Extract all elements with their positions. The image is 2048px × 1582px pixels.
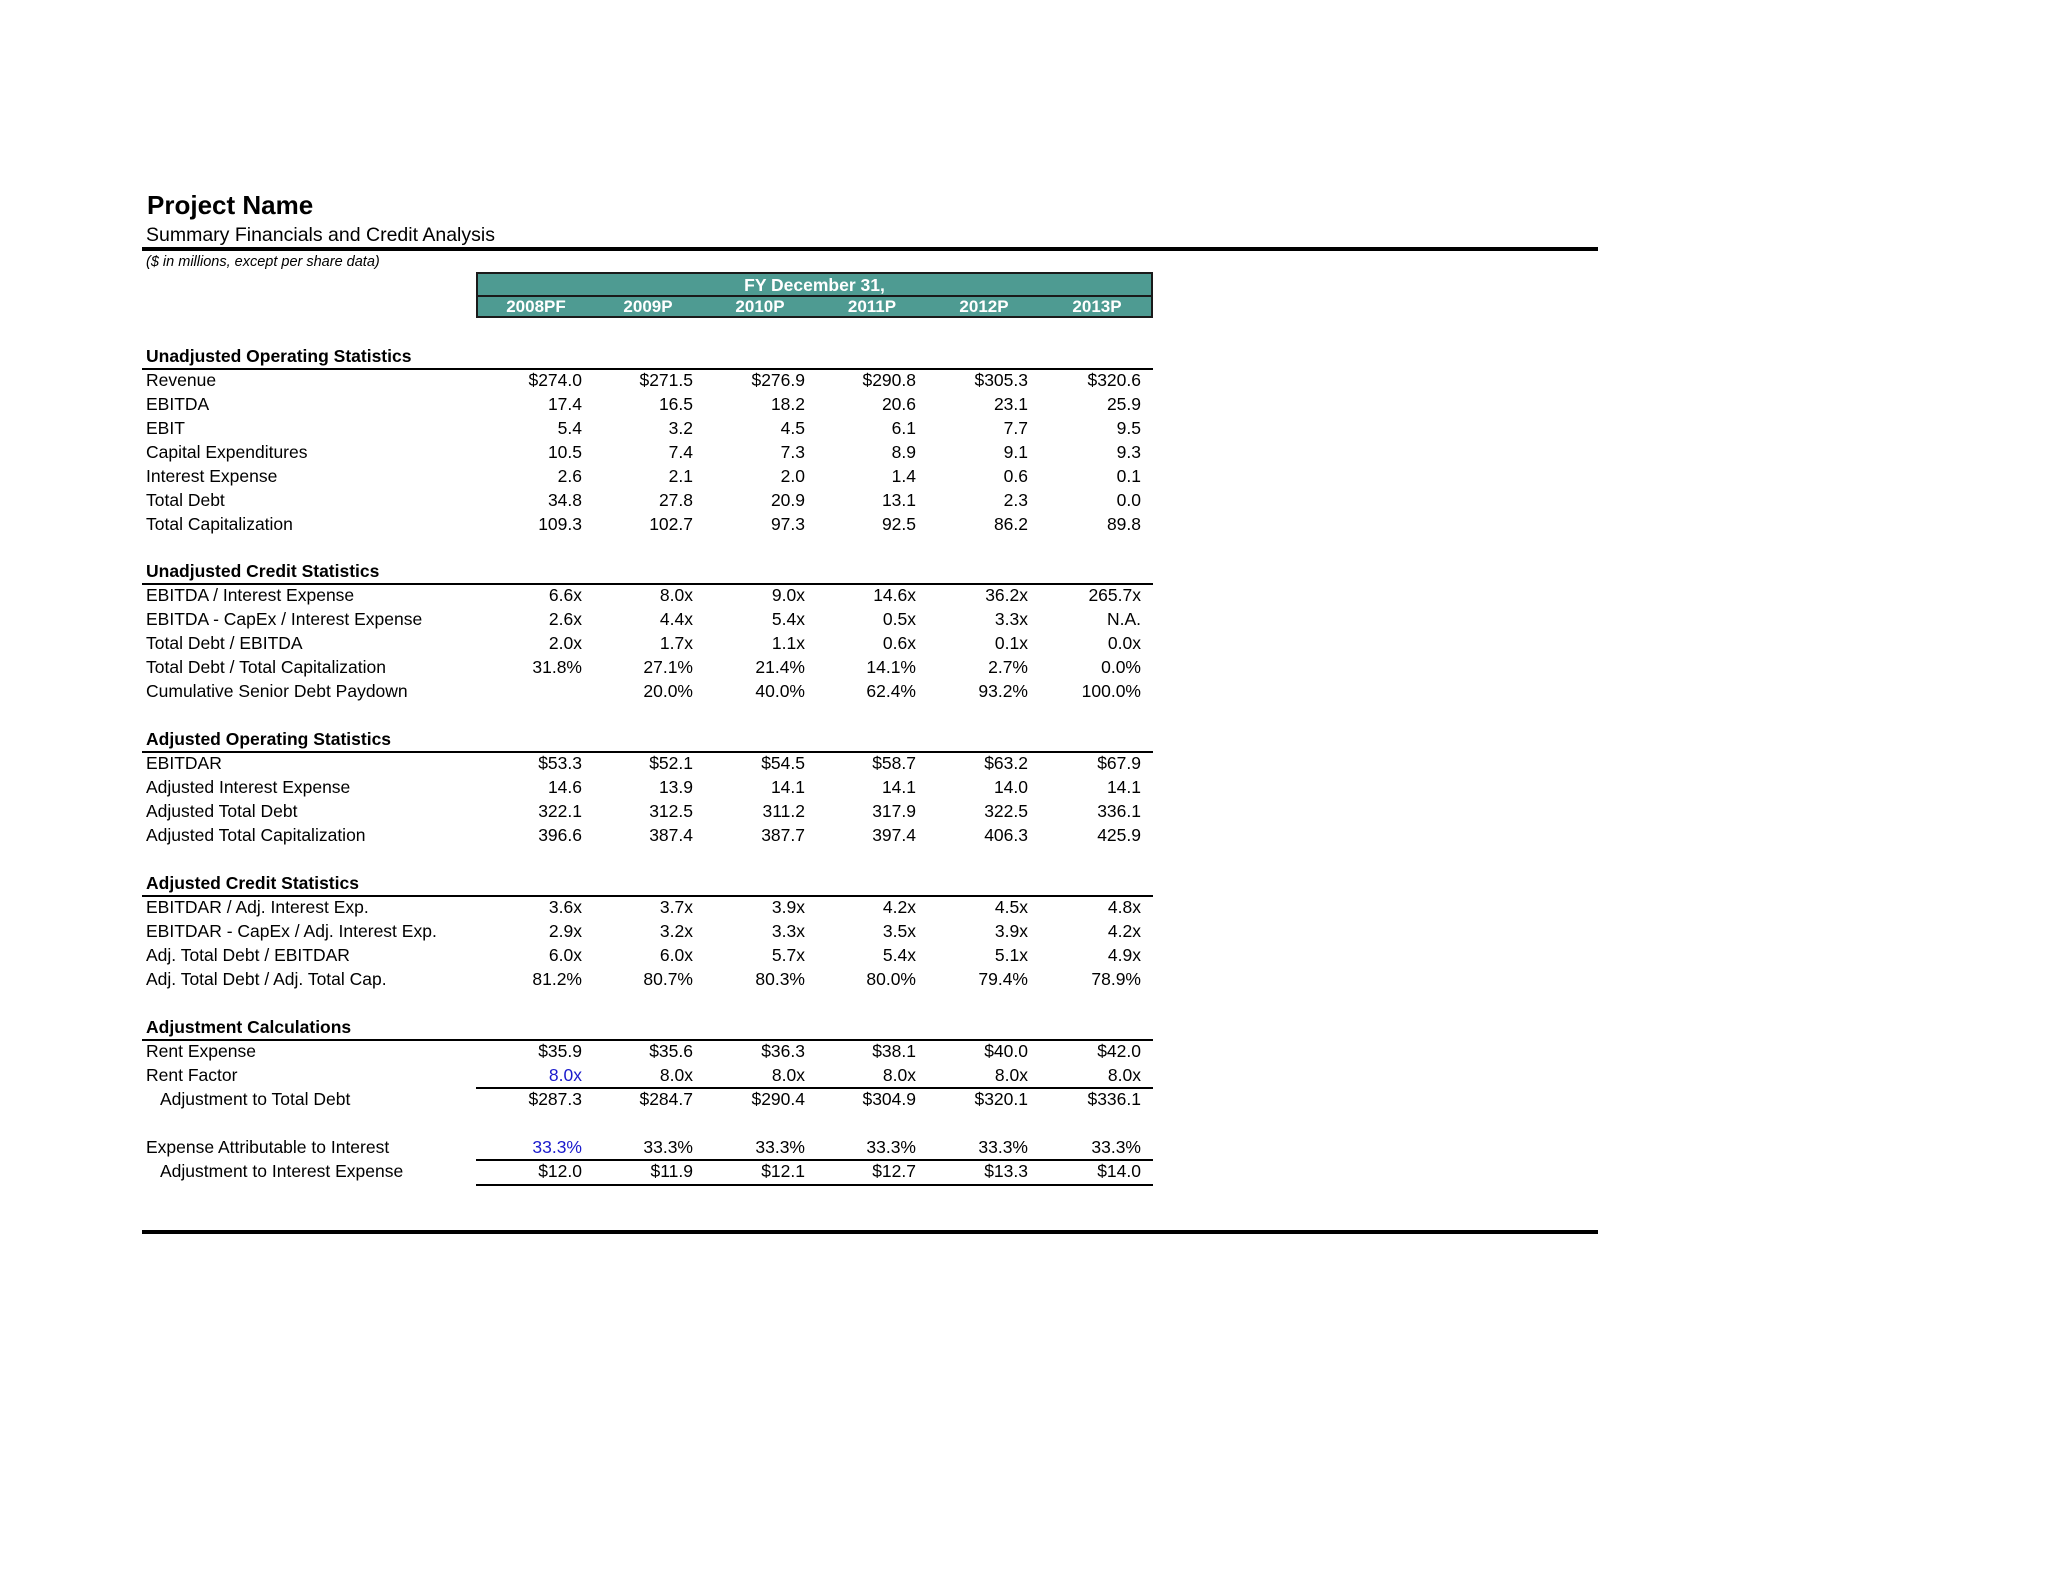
row-label-rent-expense: Rent Expense: [146, 1041, 256, 1061]
value-cell: 89.8: [1106, 514, 1141, 534]
value-cell: $52.1: [649, 753, 693, 773]
value-cell: 40.0%: [755, 681, 805, 701]
value-cell: 3.2: [668, 418, 693, 438]
year-header-2009: 2009P: [623, 297, 673, 316]
top-rule: [142, 247, 1598, 251]
row-label-ebitda-interest-expense: EBITDA / Interest Expense: [146, 585, 355, 605]
value-cell: 33.3%: [532, 1137, 582, 1157]
value-cell: $42.0: [1097, 1041, 1141, 1061]
value-cell: 5.7x: [771, 945, 805, 965]
value-cell: 2.6: [557, 466, 582, 486]
value-cell: 33.3%: [1091, 1137, 1141, 1157]
row-label-total-capitalization: Total Capitalization: [146, 514, 293, 534]
value-cell: 1.1x: [771, 633, 805, 653]
value-cell: 86.2: [993, 514, 1028, 534]
value-cell: $67.9: [1097, 753, 1141, 773]
value-cell: 4.2x: [1107, 921, 1141, 941]
row-label-adj-total-debt-adj-total-cap: Adj. Total Debt / Adj. Total Cap.: [146, 969, 387, 989]
value-cell: 1.4: [891, 466, 916, 486]
year-header-2013: 2013P: [1072, 297, 1122, 316]
value-cell: 1.7x: [659, 633, 693, 653]
row-label-ebitdar: EBITDAR: [146, 753, 222, 773]
page-subtitle: Summary Financials and Credit Analysis: [146, 224, 495, 246]
value-cell: 9.0x: [771, 585, 805, 605]
row-label-total-debt-ebitda: Total Debt / EBITDA: [146, 633, 303, 653]
value-cell: 0.1: [1116, 466, 1141, 486]
value-cell: 33.3%: [755, 1137, 805, 1157]
value-cell: $11.9: [650, 1161, 693, 1181]
value-cell: 92.5: [881, 514, 916, 534]
value-cell: $40.0: [984, 1041, 1028, 1061]
value-cell: 21.4%: [755, 657, 805, 677]
value-cell: 20.9: [770, 490, 805, 510]
value-cell: 20.6: [881, 394, 916, 414]
value-cell: $36.3: [761, 1041, 805, 1061]
value-cell: 397.4: [872, 825, 916, 845]
value-cell: 2.3: [1003, 490, 1028, 510]
value-cell: $63.2: [984, 753, 1028, 773]
bottom-rule: [142, 1230, 1598, 1234]
value-cell: $13.3: [984, 1161, 1028, 1181]
page-title: Project Name: [147, 190, 314, 220]
value-cell: 7.3: [780, 442, 805, 462]
row-label-ebit: EBIT: [146, 418, 185, 438]
value-cell: 311.2: [762, 801, 805, 821]
value-cell: 100.0%: [1081, 681, 1141, 701]
value-cell: $305.3: [974, 370, 1028, 390]
value-cell: 2.0x: [548, 633, 582, 653]
value-cell: 27.1%: [643, 657, 693, 677]
value-cell: $58.7: [872, 753, 916, 773]
value-cell: 5.4x: [771, 609, 805, 629]
row-label-ebitdar-adj-interest-exp: EBITDAR / Adj. Interest Exp.: [146, 897, 369, 917]
value-cell: 0.6: [1003, 466, 1028, 486]
value-cell: 27.8: [658, 490, 693, 510]
value-cell: $287.3: [528, 1089, 582, 1109]
value-cell: $320.6: [1087, 370, 1141, 390]
value-cell: 3.2x: [659, 921, 693, 941]
value-cell: $290.4: [751, 1089, 805, 1109]
value-cell: 17.4: [547, 394, 582, 414]
value-cell: 16.5: [658, 394, 693, 414]
value-cell: $276.9: [751, 370, 805, 390]
value-cell: 97.3: [770, 514, 805, 534]
value-cell: 3.9x: [994, 921, 1028, 941]
value-cell: 62.4%: [866, 681, 916, 701]
value-cell: 8.0x: [659, 1065, 693, 1085]
row-label-expense-attributable-to-interest: Expense Attributable to Interest: [146, 1137, 390, 1157]
row-label-rent-factor: Rent Factor: [146, 1065, 238, 1085]
value-cell: 312.5: [649, 801, 693, 821]
value-cell: $290.8: [862, 370, 916, 390]
value-cell: 23.1: [993, 394, 1028, 414]
value-cell: 4.5x: [994, 897, 1028, 917]
value-cell: 8.0x: [659, 585, 693, 605]
section-heading-unadjusted-operating-statistics: Unadjusted Operating Statistics: [146, 346, 412, 366]
value-cell: 0.0x: [1107, 633, 1141, 653]
row-label-ebitda-capex-interest-expense: EBITDA - CapEx / Interest Expense: [146, 609, 423, 629]
value-cell: 0.6x: [882, 633, 916, 653]
year-header-2010: 2010P: [735, 297, 785, 316]
value-cell: 81.2%: [532, 969, 582, 989]
value-cell: 34.8: [547, 490, 582, 510]
value-cell: 4.4x: [659, 609, 693, 629]
value-cell: 2.1: [668, 466, 693, 486]
value-cell: $54.5: [761, 753, 805, 773]
row-label-ebitda: EBITDA: [146, 394, 210, 414]
value-cell: 8.0x: [882, 1065, 916, 1085]
value-cell: 5.4: [557, 418, 582, 438]
value-cell: 80.0%: [866, 969, 916, 989]
value-cell: 3.9x: [771, 897, 805, 917]
value-cell: 4.2x: [882, 897, 916, 917]
row-label-capital-expenditures: Capital Expenditures: [146, 442, 308, 462]
value-cell: 265.7x: [1088, 585, 1141, 605]
value-cell: 9.1: [1003, 442, 1028, 462]
value-cell: 3.5x: [882, 921, 916, 941]
value-cell: 14.0: [993, 777, 1028, 797]
row-label-revenue: Revenue: [146, 370, 217, 390]
value-cell: 14.1: [1106, 777, 1141, 797]
value-cell: 0.1x: [994, 633, 1028, 653]
value-cell: 9.5: [1116, 418, 1141, 438]
value-cell: 33.3%: [866, 1137, 916, 1157]
value-cell: 4.8x: [1107, 897, 1141, 917]
row-label-adjusted-total-capitalization: Adjusted Total Capitalization: [146, 825, 366, 845]
value-cell: 8.0x: [994, 1065, 1028, 1085]
value-cell: 7.7: [1003, 418, 1028, 438]
value-cell: 0.0%: [1101, 657, 1141, 677]
row-label-ebitdar-capex-adj-interest-exp: EBITDAR - CapEx / Adj. Interest Exp.: [146, 921, 437, 941]
value-cell: 31.8%: [532, 657, 582, 677]
value-cell: 387.4: [649, 825, 693, 845]
value-cell: 9.3: [1116, 442, 1141, 462]
value-cell: 2.6x: [548, 609, 582, 629]
value-cell: $274.0: [528, 370, 582, 390]
value-cell: 8.0x: [1107, 1065, 1141, 1085]
units-note: ($ in millions, except per share data): [146, 254, 380, 270]
value-cell: 3.3x: [994, 609, 1028, 629]
value-cell: 13.1: [881, 490, 916, 510]
fiscal-period-header: [476, 272, 1153, 318]
year-header-2012: 2012P: [959, 297, 1009, 316]
value-cell: 6.1: [891, 418, 916, 438]
value-cell: 406.3: [984, 825, 1028, 845]
row-label-adjustment-to-total-debt: Adjustment to Total Debt: [160, 1089, 351, 1109]
row-label-total-debt-total-capitalization: Total Debt / Total Capitalization: [146, 657, 386, 677]
row-label-total-debt: Total Debt: [146, 490, 225, 510]
value-cell: 20.0%: [643, 681, 693, 701]
year-header-2011: 2011P: [847, 297, 897, 316]
value-cell: 7.4: [668, 442, 693, 462]
value-cell: 25.9: [1106, 394, 1141, 414]
value-cell: 8.0x: [548, 1065, 582, 1085]
value-cell: 4.5: [780, 418, 805, 438]
value-cell: 93.2%: [978, 681, 1028, 701]
value-cell: 336.1: [1097, 801, 1141, 821]
value-cell: $35.6: [649, 1041, 693, 1061]
value-cell: $12.7: [872, 1161, 916, 1181]
row-label-cumulative-senior-debt-paydown: Cumulative Senior Debt Paydown: [146, 681, 408, 701]
section-heading-adjustment-calculations: Adjustment Calculations: [146, 1017, 352, 1037]
value-cell: 33.3%: [978, 1137, 1028, 1157]
value-cell: 14.1%: [866, 657, 916, 677]
value-cell: $14.0: [1097, 1161, 1141, 1181]
value-cell: 10.5: [547, 442, 582, 462]
value-cell: 79.4%: [978, 969, 1028, 989]
value-cell: 317.9: [872, 801, 916, 821]
value-cell: $38.1: [872, 1041, 916, 1061]
subtotal-rule: [476, 1087, 1153, 1089]
value-cell: 78.9%: [1091, 969, 1141, 989]
section-heading-adjusted-operating-statistics: Adjusted Operating Statistics: [146, 729, 392, 749]
value-cell: $12.1: [761, 1161, 805, 1181]
year-header-2008: 2008PF: [506, 297, 566, 316]
fiscal-period-title: FY December 31,: [744, 275, 885, 295]
value-cell: 14.6: [547, 777, 582, 797]
value-cell: 5.1x: [994, 945, 1028, 965]
value-cell: 14.6x: [873, 585, 916, 605]
value-cell: 13.9: [658, 777, 693, 797]
value-cell: 8.0x: [771, 1065, 805, 1085]
value-cell: 2.9x: [548, 921, 582, 941]
value-cell: 33.3%: [643, 1137, 693, 1157]
value-cell: 4.9x: [1107, 945, 1141, 965]
row-label-adj-total-debt-ebitdar: Adj. Total Debt / EBITDAR: [146, 945, 350, 965]
value-cell: $336.1: [1087, 1089, 1141, 1109]
value-cell: 396.6: [538, 825, 582, 845]
value-cell: $304.9: [862, 1089, 916, 1109]
row-label-adjusted-total-debt: Adjusted Total Debt: [146, 801, 298, 821]
value-cell: 2.7%: [988, 657, 1028, 677]
value-cell: 6.6x: [548, 585, 582, 605]
value-cell: 3.7x: [659, 897, 693, 917]
value-cell: 5.4x: [882, 945, 916, 965]
value-cell: $12.0: [538, 1161, 582, 1181]
value-cell: 322.5: [984, 801, 1028, 821]
value-cell: 425.9: [1097, 825, 1141, 845]
value-cell: 102.7: [649, 514, 693, 534]
row-label-adjustment-to-interest-expense: Adjustment to Interest Expense: [160, 1161, 404, 1181]
value-cell: 14.1: [881, 777, 916, 797]
value-cell: 387.7: [761, 825, 805, 845]
value-cell: 322.1: [538, 801, 582, 821]
value-cell: 36.2x: [985, 585, 1028, 605]
value-cell: 14.1: [770, 777, 805, 797]
value-cell: $271.5: [639, 370, 693, 390]
value-cell: 80.7%: [643, 969, 693, 989]
value-cell: $35.9: [538, 1041, 582, 1061]
value-cell: 2.0: [780, 466, 805, 486]
subtotal-rule: [476, 1159, 1153, 1161]
value-cell: 6.0x: [659, 945, 693, 965]
value-cell: 3.6x: [548, 897, 582, 917]
value-cell: N.A.: [1106, 609, 1141, 629]
row-label-adjusted-interest-expense: Adjusted Interest Expense: [146, 777, 351, 797]
section-heading-adjusted-credit-statistics: Adjusted Credit Statistics: [146, 873, 359, 893]
value-cell: 18.2: [770, 394, 805, 414]
value-cell: $284.7: [639, 1089, 693, 1109]
value-cell: 8.9: [891, 442, 916, 462]
value-cell: $53.3: [538, 753, 582, 773]
section-heading-unadjusted-credit-statistics: Unadjusted Credit Statistics: [146, 561, 380, 581]
value-cell: $320.1: [974, 1089, 1028, 1109]
row-label-interest-expense: Interest Expense: [146, 466, 278, 486]
value-cell: 80.3%: [755, 969, 805, 989]
value-cell: 0.0: [1116, 490, 1141, 510]
subtotal-rule: [476, 1184, 1153, 1186]
value-cell: 3.3x: [771, 921, 805, 941]
value-cell: 0.5x: [882, 609, 916, 629]
value-cell: 6.0x: [548, 945, 582, 965]
value-cell: 109.3: [538, 514, 582, 534]
